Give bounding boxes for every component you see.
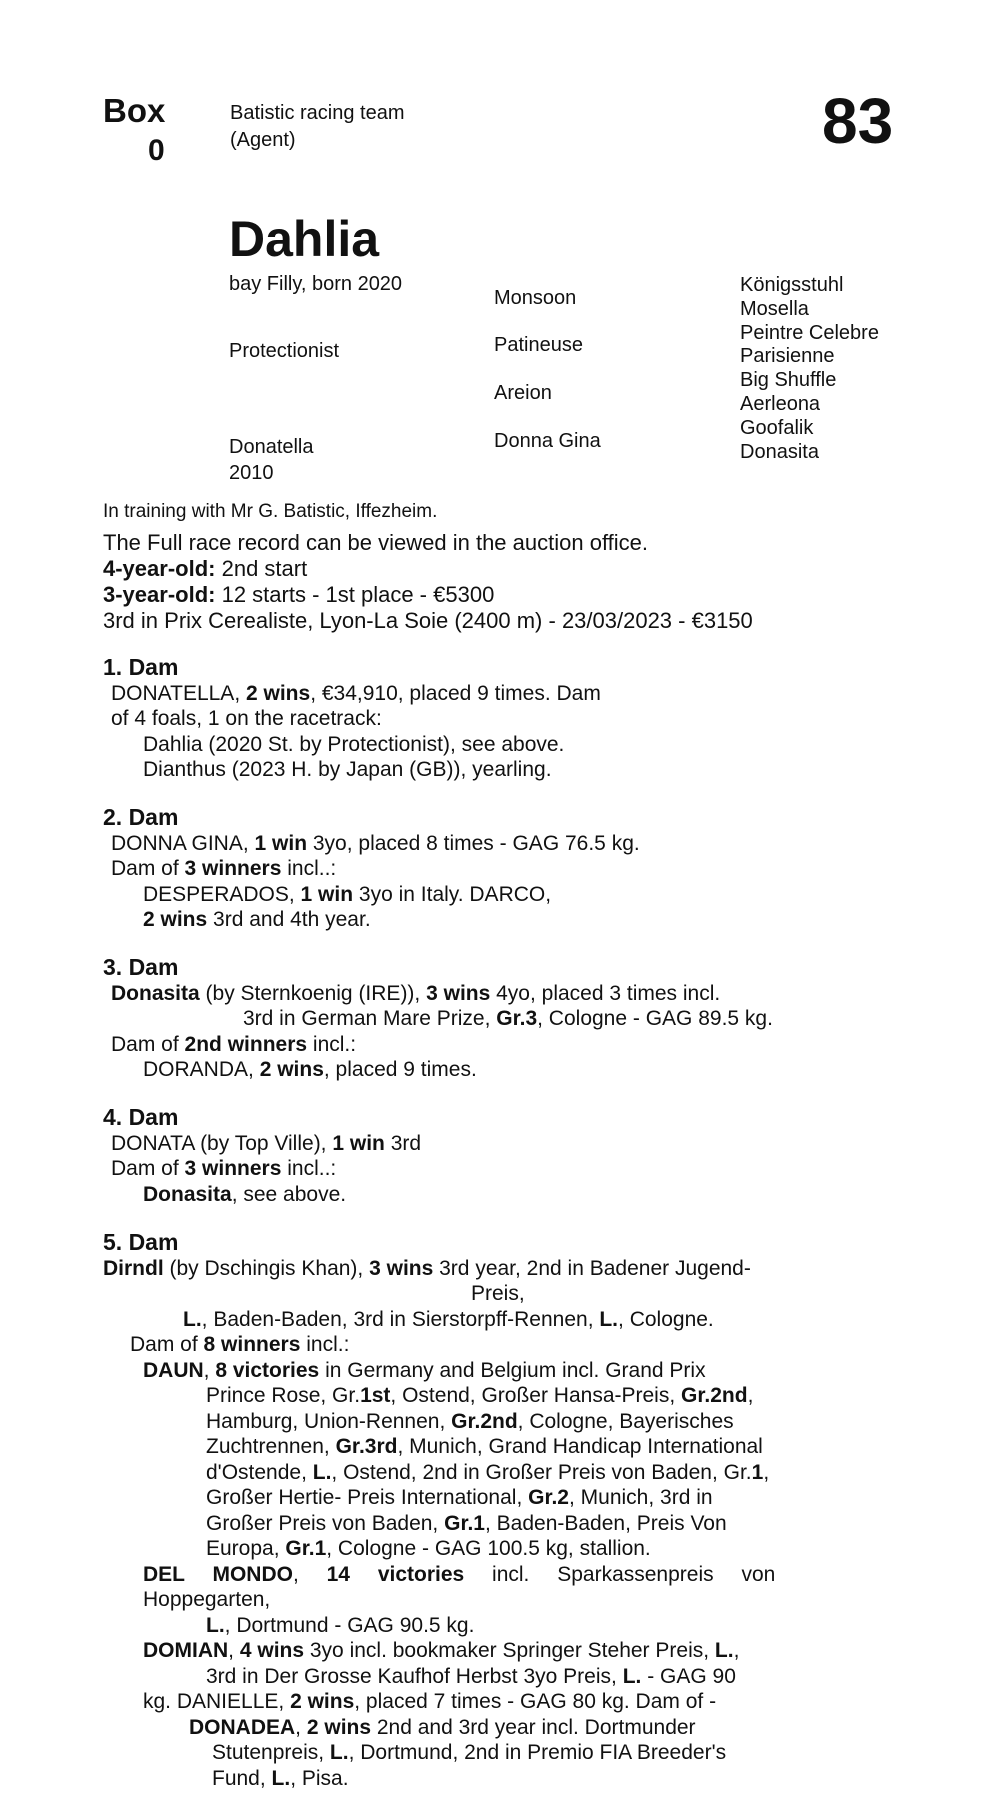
daun-line xyxy=(206,1409,849,1435)
text-segment: DAUN xyxy=(143,1358,204,1382)
text-segment: 14 victories xyxy=(326,1562,465,1586)
text-segment: Donasita xyxy=(143,1182,232,1206)
text-segment: , Baden-Baden, 3rd in Sierstorpff-Rennen, xyxy=(201,1307,600,1331)
dam2-title: 2. Dam xyxy=(103,804,179,830)
text-segment: , Ostend, Großer Hansa-Preis, xyxy=(390,1384,682,1407)
dam1-section xyxy=(103,655,913,783)
dam2-section xyxy=(103,805,913,933)
dam4-line xyxy=(103,1182,913,1208)
text-segment: 8 victories xyxy=(215,1358,320,1382)
text-segment: incl. Sparkassenpreis von xyxy=(464,1562,776,1586)
agent-info xyxy=(230,100,405,154)
dam2-line xyxy=(103,856,913,882)
text-segment: d'Ostende, xyxy=(206,1460,313,1484)
pedigree-gen3 xyxy=(740,274,879,464)
text-segment: Gr.3rd xyxy=(335,1435,398,1458)
text-segment: 8 winners xyxy=(203,1333,301,1356)
pedigree-gen2-4: Donna Gina xyxy=(494,430,601,452)
text-segment: , Dortmund, 2nd in Premio FIA Breeder's xyxy=(348,1741,727,1764)
dam4-section xyxy=(103,1105,913,1207)
text-segment: Dam of xyxy=(130,1333,204,1356)
daun-line xyxy=(206,1536,849,1562)
text-segment: L. xyxy=(599,1307,619,1331)
race-record xyxy=(103,530,913,634)
text-segment: DEL MONDO xyxy=(143,1562,293,1586)
text-segment: 3 winners xyxy=(184,857,282,880)
text-segment: L. xyxy=(329,1741,349,1764)
pedigree-gen3-8: Donasita xyxy=(740,440,819,463)
dam1-foal: Dahlia (2020 St. by Protectionist), see above. xyxy=(143,732,565,756)
pedigree-gen3-7: Goofalik xyxy=(740,416,814,439)
text-segment: , Munich, 3rd in xyxy=(569,1486,713,1509)
text-segment: 4-year-old: xyxy=(103,556,216,581)
offspring-daun xyxy=(103,1358,913,1562)
dam5-line xyxy=(103,1307,913,1333)
del-mondo-line xyxy=(143,1562,913,1588)
dam5-title: 5. Dam xyxy=(103,1229,179,1255)
text-segment: Hamburg, Union-Rennen, xyxy=(206,1409,452,1433)
pedigree-dam-year: 2010 xyxy=(229,462,274,484)
text-segment: incl..: xyxy=(281,857,337,880)
dam2-line xyxy=(103,882,913,908)
pedigree-gen3-3: Peintre Celebre xyxy=(740,321,879,344)
pedigree-gen3-6: Aerleona xyxy=(740,392,821,415)
text-segment: 1st xyxy=(360,1384,391,1407)
record-note: The Full race record can be viewed in the auction office. xyxy=(103,530,649,555)
text-segment: DESPERADOS, xyxy=(143,882,301,906)
pedigree-sire: Protectionist xyxy=(229,340,340,362)
text-segment: , Cologne - GAG 100.5 kg, stallion. xyxy=(326,1537,651,1560)
text-segment: , see above. xyxy=(231,1182,347,1206)
text-segment: in Germany and Belgium incl. Grand Prix xyxy=(319,1358,706,1382)
text-segment: Zuchtrennen, xyxy=(206,1435,336,1458)
pedigree-gen3-1: Königsstuhl xyxy=(740,274,844,296)
text-segment: 2 wins xyxy=(290,1690,355,1713)
text-segment: DORANDA, xyxy=(143,1058,260,1081)
text-segment: , placed 7 times - GAG 80 kg. Dam of - xyxy=(354,1690,717,1713)
text-segment: Stutenpreis, xyxy=(212,1741,330,1764)
text-segment: , Baden-Baden, Preis Von xyxy=(484,1511,727,1535)
text-segment: Gr.1 xyxy=(285,1537,327,1560)
text-segment: Dam of xyxy=(111,857,185,880)
text-segment: 2nd start xyxy=(215,556,308,581)
text-segment: , Cologne. xyxy=(618,1307,714,1331)
dam4-title: 4. Dam xyxy=(103,1104,179,1130)
danielle-line xyxy=(103,1689,913,1715)
text-segment: 3rd year, 2nd in Badener Jugend- xyxy=(433,1256,751,1280)
text-segment: Gr.2nd xyxy=(451,1409,518,1433)
text-segment: 2 wins xyxy=(245,681,311,705)
text-segment: , xyxy=(228,1639,240,1662)
text-segment: Gr.2nd xyxy=(681,1384,748,1407)
record-4yo xyxy=(103,556,913,582)
text-segment: (by Sternkoenig (IRE)), xyxy=(199,981,427,1005)
text-segment: Großer Preis von Baden, xyxy=(206,1511,445,1535)
daun-line xyxy=(206,1434,849,1460)
text-segment: L. xyxy=(206,1613,225,1637)
dam1-title: 1. Dam xyxy=(103,654,179,680)
text-segment: 3 winners xyxy=(184,1157,282,1180)
dam5-line: Preis, xyxy=(471,1282,525,1305)
box-label: Box xyxy=(103,92,166,129)
text-segment: 3 wins xyxy=(369,1256,434,1280)
text-segment: 2 wins xyxy=(143,908,208,931)
box-number: 0 xyxy=(148,134,165,167)
text-segment: 4 wins xyxy=(239,1639,305,1662)
dam5-line xyxy=(103,1332,913,1358)
text-segment: 2 wins xyxy=(306,1715,372,1739)
text-segment: Gr.1 xyxy=(444,1511,485,1535)
text-segment: Dam of xyxy=(111,1032,185,1056)
text-segment: , xyxy=(747,1384,754,1407)
agent-role: (Agent) xyxy=(230,129,296,151)
text-segment: , Dortmund - GAG 90.5 kg. xyxy=(224,1613,475,1637)
lot-number: 83 xyxy=(822,85,894,157)
dam3-title: 3. Dam xyxy=(103,954,179,980)
text-segment: L. xyxy=(714,1639,734,1662)
del-mondo-line: Hoppegarten, xyxy=(143,1588,271,1611)
text-segment: Europa, xyxy=(206,1537,286,1560)
text-segment: (by Dschingis Khan), xyxy=(163,1256,370,1280)
pedigree-dam: Donatella xyxy=(229,436,314,458)
text-segment: 3rd xyxy=(384,1131,422,1155)
pedigree-gen2-3: Areion xyxy=(494,382,552,404)
text-segment: 3yo in Italy. DARCO, xyxy=(353,882,552,906)
dam5-line xyxy=(103,1256,913,1282)
text-segment: 3yo incl. bookmaker Springer Steher Preis, xyxy=(304,1639,715,1662)
record-3yo xyxy=(103,582,913,608)
dam5-section xyxy=(103,1230,913,1791)
text-segment: 1 win xyxy=(300,882,354,906)
text-segment: , xyxy=(203,1358,216,1382)
daun-line xyxy=(206,1460,849,1486)
dam1-line xyxy=(103,681,913,707)
agent-name: Batistic racing team xyxy=(230,102,405,124)
donadea-line xyxy=(212,1740,889,1766)
text-segment: , xyxy=(295,1715,307,1739)
text-segment: Prince Rose, Gr. xyxy=(206,1384,361,1407)
pedigree-gen3-5: Big Shuffle xyxy=(740,369,837,392)
dam2-line xyxy=(103,831,913,857)
dam3-line xyxy=(103,981,913,1007)
dam4-line xyxy=(103,1131,913,1157)
text-segment: - GAG 90 xyxy=(641,1664,736,1688)
text-segment: , €34,910, placed 9 times. Dam xyxy=(310,681,601,705)
record-detail: 3rd in Prix Cerealiste, Lyon-La Soie (2400 m) - 23/03/2023 - €3150 xyxy=(103,608,753,633)
text-segment: DONNA GINA, xyxy=(111,831,255,855)
del-mondo-line xyxy=(143,1613,913,1639)
pedigree-gen2-1: Monsoon xyxy=(494,287,577,309)
text-segment: L. xyxy=(622,1664,642,1688)
text-segment: , xyxy=(763,1460,770,1484)
text-segment: Fund, xyxy=(212,1766,272,1790)
text-segment: , Pisa. xyxy=(290,1766,349,1790)
text-segment: 3 wins xyxy=(426,981,491,1005)
offspring-domian xyxy=(103,1638,913,1689)
donadea-line xyxy=(189,1715,889,1741)
text-segment: 3-year-old: xyxy=(103,582,216,607)
text-segment: 3yo, placed 8 times - GAG 76.5 kg. xyxy=(307,831,640,855)
daun-line xyxy=(206,1511,849,1537)
daun-line xyxy=(143,1358,913,1384)
horse-description: bay Filly, born 2020 xyxy=(229,273,403,295)
daun-line xyxy=(206,1485,849,1511)
text-segment: Dirndl xyxy=(103,1256,164,1280)
text-segment: DOMIAN xyxy=(143,1639,229,1662)
text-segment: 1 win xyxy=(332,1131,385,1155)
text-segment: , xyxy=(733,1639,740,1662)
dam2-line xyxy=(103,907,913,933)
text-segment: , Cologne - GAG 89.5 kg. xyxy=(537,1007,773,1030)
text-segment: 3rd in Der Grosse Kaufhof Herbst 3yo Preis, xyxy=(206,1664,623,1688)
pedigree-gen3-2: Mosella xyxy=(740,297,809,320)
dam3-section xyxy=(103,955,913,1083)
daun-line xyxy=(206,1383,849,1409)
text-segment: , Ostend, 2nd in Großer Preis von Baden, Gr. xyxy=(331,1460,752,1484)
text-segment: DONADEA xyxy=(189,1715,296,1739)
domian-line xyxy=(143,1638,913,1664)
text-segment: 3rd in German Mare Prize, xyxy=(243,1007,497,1030)
text-segment: , Munich, Grand Handicap International xyxy=(397,1435,763,1458)
text-segment: , xyxy=(292,1562,327,1586)
offspring-del-mondo xyxy=(103,1562,913,1639)
text-segment: incl.: xyxy=(307,1032,357,1056)
text-segment: 1 xyxy=(751,1460,764,1484)
text-segment: 3rd and 4th year. xyxy=(207,908,371,931)
text-segment: Donasita xyxy=(111,981,200,1005)
text-segment: kg. DANIELLE, xyxy=(143,1690,291,1713)
text-segment: 4yo, placed 3 times incl. xyxy=(490,981,721,1005)
dam3-line xyxy=(103,1057,913,1083)
text-segment: Großer Hertie- Preis International, xyxy=(206,1486,529,1509)
pedigree-gen3-4: Parisienne xyxy=(740,345,835,368)
text-segment: L. xyxy=(183,1307,202,1331)
text-segment: L. xyxy=(312,1460,332,1484)
text-segment: Gr.2 xyxy=(528,1486,569,1509)
text-segment: incl.: xyxy=(300,1333,350,1356)
pedigree-gen2-2: Patineuse xyxy=(494,334,583,356)
dam3-line xyxy=(103,1006,913,1032)
horse-name: Dahlia xyxy=(229,211,380,267)
text-segment: 2nd and 3rd year incl. Dortmunder xyxy=(371,1715,696,1739)
donadea-line xyxy=(212,1766,889,1792)
text-segment: 12 starts - 1st place - €5300 xyxy=(215,582,495,607)
text-segment: 1 win xyxy=(254,831,308,855)
offspring-donadea xyxy=(103,1715,913,1792)
dam1-foal: Dianthus (2023 H. by Japan (GB)), yearling. xyxy=(143,758,552,781)
dam3-line xyxy=(103,1032,913,1058)
dam1-line: of 4 foals, 1 on the racetrack: xyxy=(111,707,382,730)
text-segment: 2 wins xyxy=(259,1058,324,1081)
text-segment: DONATELLA, xyxy=(111,681,246,705)
text-segment: incl..: xyxy=(281,1157,337,1180)
text-segment: 2nd winners xyxy=(184,1032,308,1056)
text-segment: , Cologne, Bayerisches xyxy=(517,1409,734,1433)
text-segment: DONATA (by Top Ville), xyxy=(111,1131,333,1155)
training-info: In training with Mr G. Batistic, Iffezheim. xyxy=(103,501,438,522)
text-segment: , placed 9 times. xyxy=(323,1058,477,1081)
domian-line xyxy=(143,1664,913,1690)
dam4-line xyxy=(103,1156,913,1182)
text-segment: Dam of xyxy=(111,1157,185,1180)
text-segment: L. xyxy=(271,1766,291,1790)
text-segment: Gr.3 xyxy=(496,1007,538,1030)
